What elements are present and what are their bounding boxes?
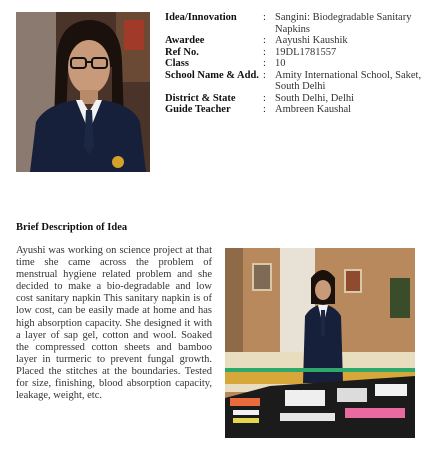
field-separator: : [263, 58, 266, 69]
field-separator: : [263, 104, 266, 115]
field-value: Sangini: Biodegradable Sanitary Napkins [275, 12, 412, 35]
field-separator: : [263, 92, 266, 104]
field-label: Awardee [165, 35, 205, 46]
field-separator: : [263, 46, 266, 58]
field-value: Ambreen Kaushal [275, 104, 352, 115]
field-label: Idea/Innovation [165, 12, 237, 23]
field-value: Aayushi Kaushik [275, 35, 348, 46]
info-row-ref-no [165, 47, 427, 59]
awardee-info-table [165, 12, 427, 116]
field-separator: : [263, 35, 266, 46]
field-label: District & State [165, 92, 236, 104]
field-value: Amity International School, Saket, South Delhi [275, 69, 422, 92]
field-value: 19DL1781557 [275, 46, 337, 58]
info-row-district [165, 93, 427, 105]
field-label: Class [165, 58, 189, 69]
info-row-school [165, 70, 427, 93]
field-label: Guide Teacher [165, 104, 231, 115]
description-text: Ayushi was working on science project at that time she came across the problem of menstrual hygiene related problem and she decided to make a bio-degradable and low cost sanitary napkin This sanitary napkin is of low cost, can be easily made at home and has high absorption capacity. She designed it with a layer of sap gel, cotton and wool. Soaked the compressed cotton sheets and bamboo layer in turmeric to prevent fungal growth. Placed the stitches at the boundaries. Tested for size, finishing, blood absorption capacity, leakage, weight, etc. [16, 245, 212, 402]
field-separator: : [263, 12, 266, 23]
field-separator: : [263, 69, 266, 81]
info-row-class [165, 58, 427, 70]
info-row-guide-teacher [165, 104, 427, 116]
exhibition-photo [225, 248, 415, 438]
info-row-idea [165, 12, 427, 35]
info-row-awardee [165, 35, 427, 47]
description-heading: Brief Description of Idea [16, 222, 128, 233]
field-value: 10 [275, 58, 286, 69]
field-value: South Delhi, Delhi [275, 92, 355, 104]
field-label: School Name & Add. [165, 69, 259, 81]
field-label: Ref No. [165, 46, 199, 58]
awardee-portrait-photo [16, 12, 150, 172]
